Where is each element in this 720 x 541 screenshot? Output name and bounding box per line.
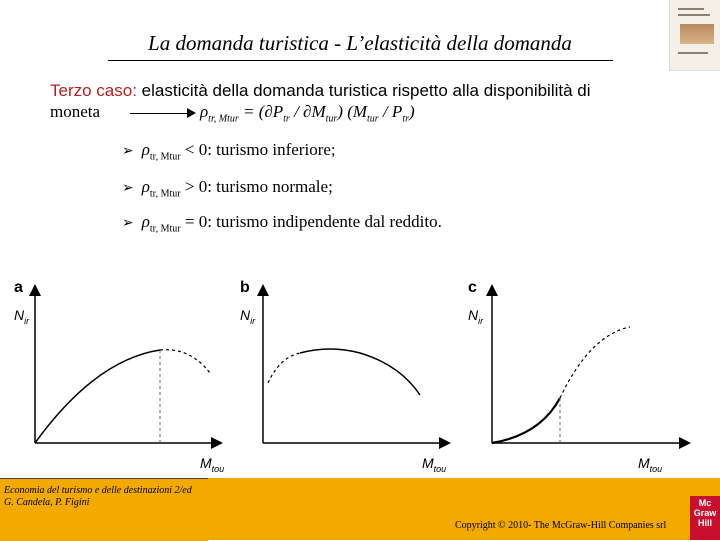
arrow-line (130, 113, 192, 114)
intro-body: elasticità della domanda turistica rispetto alla disponibilità di (136, 81, 591, 100)
curve-dashed (268, 353, 300, 383)
curve-solid (492, 398, 560, 443)
curve-dashed (560, 327, 630, 398)
curve-dashed (160, 350, 210, 373)
logo-text: Graw (693, 508, 717, 518)
arrow-bullet-icon: ➢ (122, 180, 134, 196)
panel-label-c: c (468, 279, 477, 296)
logo-text: Hill (697, 518, 712, 528)
thumb-image (680, 24, 714, 44)
intro-line2-text: moneta (50, 102, 101, 121)
elasticity-formula (200, 102, 415, 124)
book-cover-thumbnail (669, 0, 720, 71)
chart-panel-b (240, 279, 448, 474)
footer-copyright: Copyright © 2010- The McGraw-Hill Companies srl (455, 520, 667, 531)
formula-part: / ∂M (289, 102, 326, 121)
formula-part: ) (M (337, 102, 368, 121)
formula-part: / P (378, 102, 403, 121)
footer-book-info (0, 478, 208, 541)
bullet-sub: tr, Mtur (149, 151, 181, 163)
curve-solid (300, 349, 420, 395)
formula-sub: tur (325, 113, 338, 125)
panel-label-b: b (240, 279, 250, 296)
formula-sub: tr (283, 113, 290, 125)
x-axis-label-c: $M_{tou}$ (638, 455, 663, 474)
arrow-bullet-icon: ➢ (122, 143, 134, 159)
logo-text: Mc (698, 498, 712, 508)
rho-symbol: ρ (200, 102, 209, 121)
intro-line2 (50, 102, 100, 122)
formula-part: = (∂P (238, 102, 284, 121)
y-axis-label-c: $N_{ir}$ (468, 307, 484, 326)
formula-sub: tur (367, 113, 379, 125)
y-axis-label-b: $N_{ir}$ (240, 307, 256, 326)
panel-label-a: a (14, 279, 23, 296)
arrow-bullet-icon: ➢ (122, 215, 134, 231)
bullet-independent: ➢ $\rho_{tr, Mtur} = 0$: turismo indipendente dal reddito. (122, 212, 442, 235)
footer-book-title: Economia del turismo e delle destinazioni 2/ed (4, 485, 192, 496)
intro-label: Terzo caso: (50, 81, 137, 100)
chart-panel-a (14, 279, 224, 474)
bullet-inferior: ➢ $\rho_{tr, Mtur} < 0$: turismo inferiore; (122, 140, 336, 163)
thumb-line (678, 14, 710, 16)
formula-part: ) (408, 102, 415, 121)
bullet-normal: ➢ $\rho_{tr, Mtur} > 0$: turismo normale; (122, 177, 333, 200)
elasticity-charts (0, 265, 720, 478)
chart-panel-c (468, 279, 688, 474)
bullet-text: = 0: turismo indipendente dal reddito. (180, 212, 442, 231)
page-title: La domanda turistica - L’elasticità della domanda (148, 31, 572, 55)
formula-sub: tr, Mtur (208, 113, 239, 125)
x-axis-label-a: $M_{tou}$ (200, 455, 225, 474)
thumb-line (678, 52, 708, 54)
thumb-line (678, 8, 704, 10)
bullet-text: > 0: turismo normale; (180, 177, 333, 196)
bullet-sub: tr, Mtur (149, 223, 181, 235)
bullet-sub: tr, Mtur (149, 188, 181, 200)
formula-sub: tr (402, 113, 409, 125)
arrowhead (187, 108, 196, 118)
curve-solid (35, 350, 160, 443)
bullet-text: < 0: turismo inferiore; (180, 140, 336, 159)
publisher-logo (690, 496, 720, 540)
footer-authors: G. Candela, P. Figini (4, 497, 90, 508)
y-axis-label-a: $N_{ir}$ (14, 307, 30, 326)
title-underline (108, 60, 613, 61)
x-axis-label-b: $M_{tou}$ (422, 455, 447, 474)
intro-text (50, 80, 670, 102)
